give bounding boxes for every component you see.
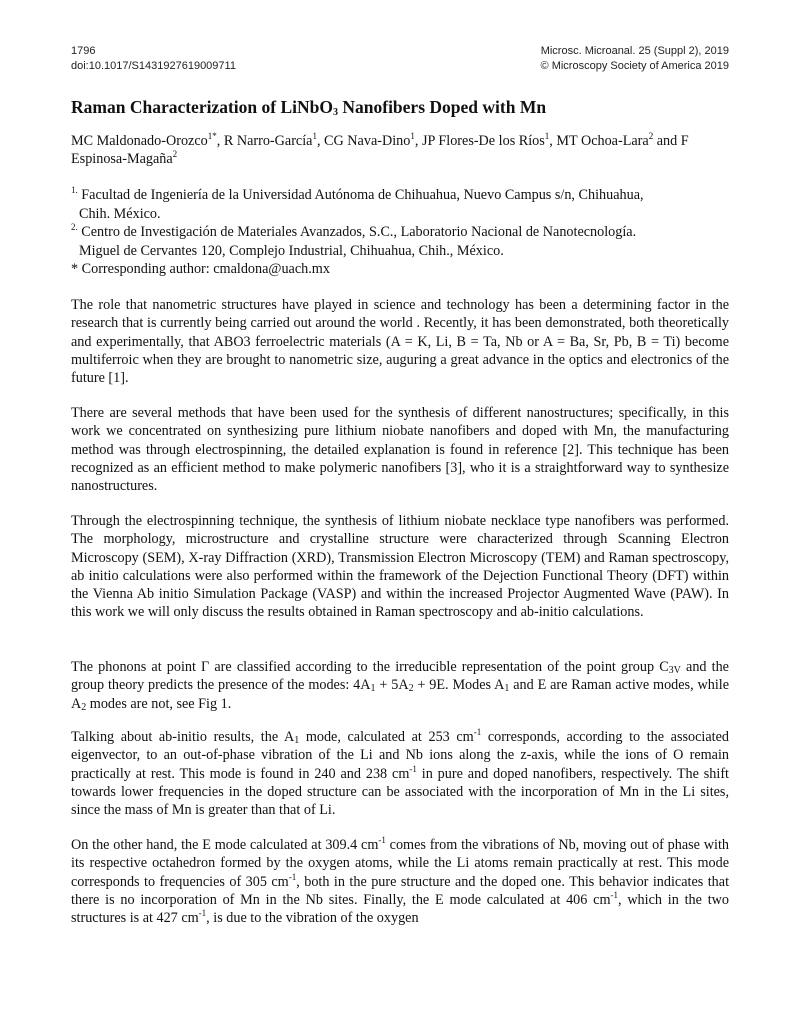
journal-citation: Microsc. Microanal. 25 (Suppl 2), 2019	[540, 45, 729, 57]
superscript: -1	[288, 871, 297, 882]
text-run: corresponds, according to the associated eigenvector, to an out-of-phase vibration of the Li and Nb ions along the z-axis, while the ions of O remain practically at rest. This mode is found in 240 and 238 cm	[71, 729, 729, 782]
author-separator: and	[653, 133, 681, 149]
text-run: , is due to the vibration of the oxygen	[206, 910, 419, 927]
text-run: There are several methods that have been used for the synthesis of different nanostructures; specifically, in this work we concentrated on synthesizing pure lithium niobate nanofibers and doped with Mn, the manufacturing method was through electrospinning, the detailed explanation is found in reference [2]. This technique has been recognized as an efficient method to make polymeric nanofibers [3], who it is a straightforward way to synthesize nanostructures.	[71, 405, 729, 495]
paragraph	[71, 728, 729, 819]
subscript: 1	[294, 735, 300, 746]
author-name: MC Maldonado-Orozco	[71, 133, 208, 149]
text-run: , both in the pure structure and the doped one. This behavior indicates that there is no incorporation of Mn in the Nb sites. Finally, the E mode calculated at 406 cm	[71, 873, 730, 908]
paper-title	[71, 96, 546, 118]
affiliation-1	[71, 186, 729, 205]
text-run: comes from the vibrations of Nb, moving out of phase with its respective octahedron formed by the oxygen atoms, while the Li atoms remain practically at rest. This mode corresponds to frequencies of 305 cm	[71, 837, 729, 890]
header-left	[71, 44, 236, 74]
author-name: JP Flores-De los Ríos	[421, 133, 545, 149]
text-run: and the group theory predicts the presence of the modes: 4A	[71, 659, 729, 694]
author-affiliation-mark: 2	[648, 131, 654, 141]
author-list	[71, 132, 729, 168]
author-name: F Espinosa-Magaña	[71, 133, 689, 167]
author-separator: ,	[549, 133, 557, 149]
header-right	[541, 44, 729, 74]
text-run: , which in the two structures is at 427 cm	[71, 891, 729, 927]
paragraph	[71, 296, 729, 387]
author-separator: ,	[316, 133, 325, 149]
text-run: modes are not, see Fig 1.	[86, 695, 232, 712]
affiliations	[71, 186, 729, 279]
corresponding-author: * Corresponding author: cmaldona@uach.mx	[71, 261, 330, 277]
affiliation-2-cont: Miguel de Cervantes 120, Complejo Industrial, Chihuahua, Chih., México.	[79, 242, 504, 259]
author-affiliation-mark: 1	[312, 131, 317, 141]
affiliation-text: Centro de Investigación de Materiales Avanzados, S.C., Laboratorio Nacional de Nanotecnología.	[77, 224, 637, 240]
page-number: 1796	[71, 45, 96, 57]
text-run: Through the electrospinning technique, the synthesis of lithium niobate necklace type nanofibers was performed. The morphology, microstructure and crystalline structure were characterized through Scanning Electron Microscopy (SEM), X-ray Diffraction (XRD), Transmission Electron Microscopy (TEM) and Raman spectroscopy, ab initio calculations were also performed within the framework of the Dejection Functional Theory (DFT) within the Vienna Ab initio Simulation Package (VASP) and within the increased Projector Augmented Wave (PAW). In this work we will only discuss the results obtained in Raman spectroscopy and ab-initio calculations.	[71, 513, 729, 621]
paragraph	[71, 836, 729, 927]
author-separator: ,	[216, 133, 224, 149]
author-affiliation-mark: 2	[172, 149, 178, 159]
text-run: + 5A	[375, 677, 409, 694]
title-subscript: 3	[333, 107, 338, 118]
affiliation-number: 2.	[71, 222, 78, 232]
text-run: The role that nanometric structures have played in science and technology has been a determining factor in the research that is currently being carried out around the world . Recently, it has been demonstrated, both theoretically and experimentally, that ABO3 ferroelectric materials (A = K, Li, B = Ta, Nb or A = Ba, Sr, Pb, B = Ti) become multiferroic when they are brought to nanometric size, auguring a great advance in the optics and electronics of the future [1].	[71, 297, 729, 387]
subscript: 1	[370, 683, 376, 695]
title-text: Raman Characterization of LiNbO	[71, 97, 333, 117]
affiliation-number: 1.	[71, 185, 78, 195]
text-run: in pure and doped nanofibers, respectively. The shift towards lower frequencies in the doped structure can be associated with the incorporation of Mn in the Li sites, since the mass of Mn is greater than that of Li.	[71, 765, 729, 819]
text-run: The phonons at point Γ are classified according to the irreducible representation of the point group C	[71, 659, 669, 675]
text-run: + 9E. Modes A	[413, 677, 505, 694]
text-run: and E are Raman active modes, while A	[71, 677, 729, 712]
affiliation-1-cont: Chih. México.	[79, 205, 161, 222]
superscript: -1	[198, 908, 207, 919]
author-name: R Narro-García	[223, 133, 313, 149]
title-text-end: Nanofibers Doped with Mn	[338, 97, 547, 117]
copyright: © Microscopy Society of America 2019	[540, 60, 729, 72]
paragraph	[71, 658, 729, 713]
superscript: -1	[610, 889, 618, 900]
subscript: 1	[504, 683, 510, 695]
author-affiliation-mark: 1*	[207, 131, 217, 141]
author-affiliation-mark: 1	[410, 131, 415, 141]
paragraph	[71, 512, 729, 622]
paragraph	[71, 404, 729, 495]
text-run: mode, calculated at 253 cm	[299, 729, 474, 745]
author-name: CG Nava-Dino	[324, 133, 411, 149]
author-separator: ,	[414, 133, 422, 149]
superscript: -1	[473, 727, 482, 737]
affiliation-text: Facultad de Ingeniería de la Universidad Autónoma de Chihuahua, Nuevo Campus s/n, Chihuahua,	[77, 187, 644, 203]
superscript: -1	[409, 763, 417, 774]
affiliation-2	[71, 223, 729, 242]
text-run: Talking about ab-initio results, the A	[71, 729, 295, 745]
subscript: 2	[408, 683, 414, 695]
subscript: 2	[81, 701, 87, 713]
doi[interactable]: doi:10.1017/S1431927619009711	[71, 60, 236, 72]
author-name: MT Ochoa-Lara	[556, 133, 649, 149]
superscript: -1	[378, 835, 386, 845]
subscript: 3V	[668, 665, 681, 676]
text-run: On the other hand, the E mode calculated at 309.4 cm	[71, 837, 379, 853]
author-affiliation-mark: 1	[544, 131, 550, 141]
